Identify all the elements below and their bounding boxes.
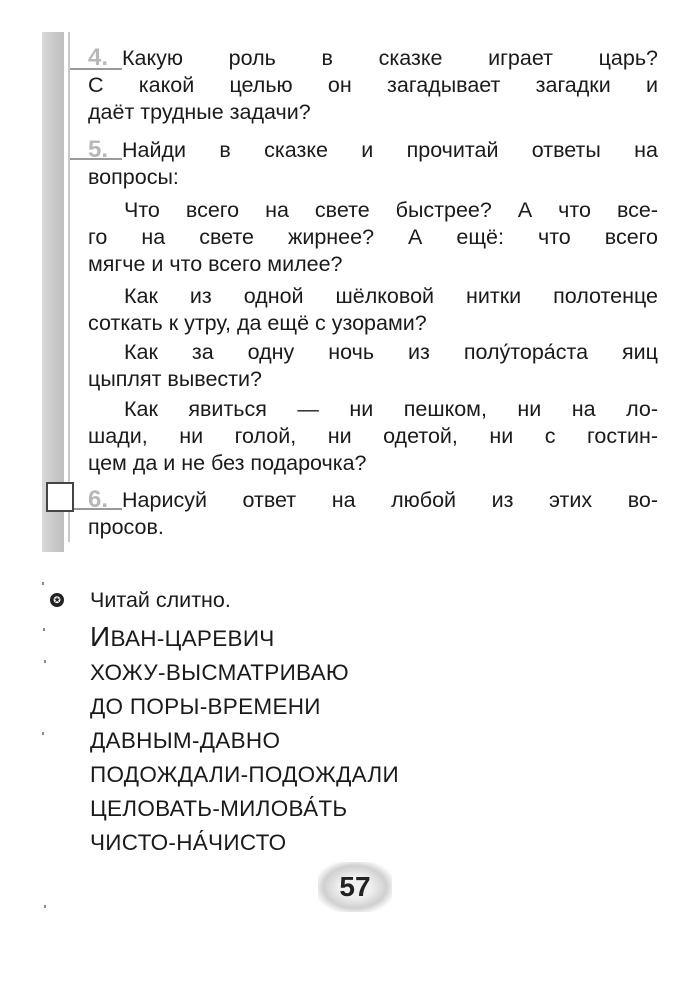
task-6-checkbox-icon [46,482,74,512]
word-initial-cap: И [90,621,111,652]
task-4-line-3: даёт трудные задачи? [88,100,311,124]
question-1-line-2: го на свете жирнее? А ещё: что всего [88,225,658,249]
word-item: ДО ПОРЫ-ВРЕМЕНИ [90,694,321,719]
question-3 [88,339,658,393]
task-4-line-1: Какую роль в сказке играет царь? [122,46,658,70]
word-rest: ВАН-ЦАРЕВИЧ [110,626,275,651]
word-item: ДАВНЫМ-ДАВНО [90,728,281,753]
margin-line [68,32,70,542]
task-5-line-2: вопросы: [88,165,179,189]
task-4-number: 4. [88,44,109,71]
scan-speck [42,732,44,735]
read-aloud-icon: ✪ [50,593,64,607]
question-3-line-2: цыплят вывести? [88,367,262,391]
word-item: ПОДОЖДАЛИ-ПОДОЖДАЛИ [90,762,399,787]
question-2-line-1: Как из одной шёлковой нитки полотенце [124,284,658,308]
question-2-line-2: соткать к утру, да ещё с узорами? [88,311,427,335]
scan-speck [43,628,45,631]
word-item: ХОЖУ-ВЫСМАТРИВАЮ [90,660,349,685]
question-3-line-1: Как за одну ночь из полу́тора́ста яиц [124,340,658,364]
task-5-number: 5. [88,136,109,163]
task-4 [88,44,658,126]
task-5-line-1: Найди в сказке и прочитай ответы на [122,138,658,162]
scan-speck [42,582,44,585]
word-item: ЧИСТО-НА́ЧИСТО [90,830,287,855]
page-number: 57 [318,862,392,912]
question-4-line-2: шади, ни голой, ни одетой, ни с гостин- [88,424,658,448]
word-list [90,620,399,860]
question-1-line-1: Что всего на свете быстрее? А что все- [124,198,658,222]
task-6-line-1: Нарисуй ответ на любой из этих во- [122,488,658,512]
scan-speck [44,660,46,663]
task-6-number: 6. [88,486,109,513]
question-4-line-3: цем да и не без подарочка? [88,451,367,475]
question-1 [88,197,658,278]
word-item: ЦЕЛОВАТЬ-МИЛОВА́ТЬ [90,796,348,821]
task-4-line-2: С какой целью он загадывает загадки и [88,73,658,97]
task-5 [88,136,658,191]
task-6-line-2: просов. [88,515,164,539]
question-4 [88,396,658,477]
margin-bar [42,32,64,552]
question-4-line-1: Как явиться — ни пешком, ни на ло- [124,397,658,421]
scan-speck [44,905,46,908]
question-2 [88,283,658,337]
question-1-line-3: мягче и что всего милее? [88,252,343,276]
reading-heading: Читай слитно. [90,588,231,612]
task-6 [88,486,658,541]
word-item [90,620,399,656]
